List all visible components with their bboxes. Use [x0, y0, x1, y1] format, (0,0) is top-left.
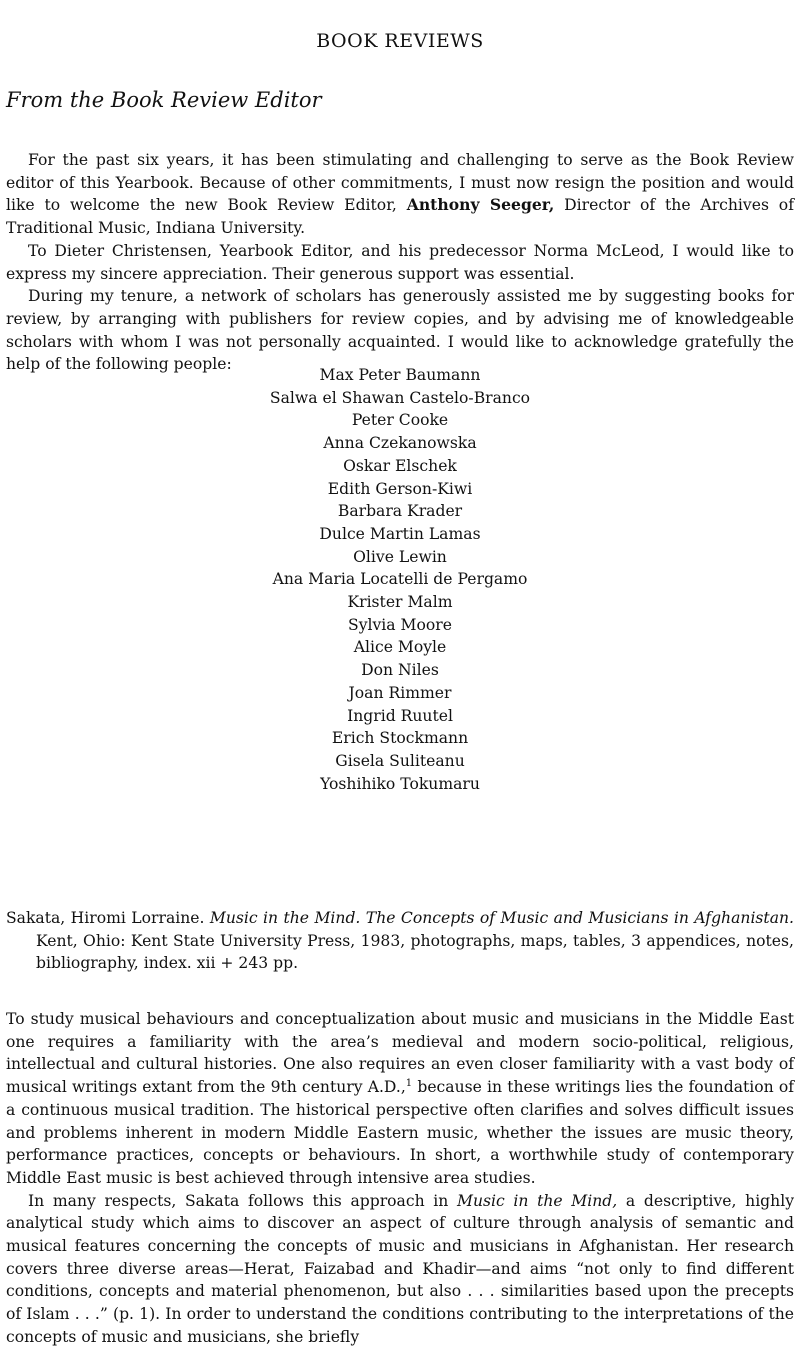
acknowledged-person: Ingrid Ruutel: [347, 706, 453, 725]
editor-note-body: [6, 149, 794, 376]
book-citation: [6, 907, 794, 975]
acknowledged-person: Don Niles: [361, 661, 439, 680]
review-paragraph-2: [6, 1190, 794, 1349]
intro-paragraph-1: [6, 149, 794, 240]
citation-author: Sakata, Hiromi Lorraine.: [6, 909, 205, 927]
acknowledged-person: Gisela Suliteanu: [335, 751, 465, 770]
acknowledged-person: Barbara Krader: [337, 502, 463, 521]
acknowledged-person: Ana Maria Locatelli de Pergamo: [272, 570, 528, 589]
acknowledged-person: Max Peter Baumann: [319, 366, 481, 384]
intro-p1-text-end: Director of the Archives of Traditional Music, Indiana University.: [6, 196, 794, 238]
review-p1-text: To study musical behaviours and conceptualization about music and musicians in the Middle East one requires a familiarity with the area’s medieval and modern socio-political, religious, intellectual and cultural histories. One also requires an even closer familiarity with a vast body of musical writings extant from the 9th century A.D.,: [6, 1010, 794, 1097]
acknowledged-person: Peter Cooke: [351, 411, 449, 430]
acknowledged-person: Alice Moyle: [353, 638, 447, 657]
acknowledged-people-list: [0, 364, 800, 795]
acknowledged-person: Sylvia Moore: [348, 615, 452, 634]
acknowledged-person: Salwa el Shawan Castelo-Branco: [269, 388, 531, 407]
acknowledged-person: Yoshihiko Tokumaru: [320, 774, 480, 793]
citation-title: Music in the Mind. The Concepts of Music and Musicians in Afghanistan.: [209, 909, 794, 927]
citation-publication: Kent, Ohio: Kent State University Press, 1983, photographs, maps, tables, 3 appendices, notes, bibliography, index. xii + 243 pp.: [36, 931, 794, 973]
footnote-marker: 1: [405, 1077, 413, 1089]
book-title-inline: Music in the Mind,: [457, 1191, 618, 1210]
intro-p1-text: For the past six years, it has been stimulating and challenging to serve as the Book Review editor of this Yearbook. Because of other commitments, I must now resign the position and would like to welcome the new Book Review Editor,: [6, 151, 794, 215]
acknowledged-person: Krister Malm: [347, 593, 453, 612]
review-p2-text: In many respects, Sakata follows this approach in: [28, 1191, 457, 1210]
acknowledged-person: Joan Rimmer: [348, 683, 452, 702]
acknowledged-person: Olive Lewin: [353, 547, 447, 566]
review-paragraph-1: [6, 1008, 794, 1190]
acknowledged-person: Edith Gerson-Kiwi: [327, 479, 473, 498]
section-heading: BOOK REVIEWS: [316, 30, 484, 52]
intro-paragraph-3: During my tenure, a network of scholars has generously assisted me by suggesting books for review, by arranging with publishers for review copies, and by advising me of knowledgeable scholars with whom I was not personally acquainted. I would like to acknowledge gratefully the help of the following people:: [6, 287, 794, 374]
review-p2-text-end: a descriptive, highly analytical study which aims to discover an aspect of culture through analysis of semantic and musical features concerning the concepts of music and musicians in Afghanistan. Her research covers three diverse areas—Herat, Faizabad and Khadir—and aims “not only to find different conditions, concepts and material phenomenon, but also . . . similarities based upon the precepts of Islam . . .” (p. 1). In order to understand the conditions contributing to the interpretations of the concepts of music and musicians, she briefly: [6, 1191, 794, 1346]
review-p1-text-end: because in these writings lies the foundation of a continuous musical tradition. The historical perspective often clarifies and solves difficult issues and problems inherent in modern Middle Eastern music, whether the issues are music theory, performance practices, concepts or behaviours. In short, a worthwhile study of contemporary Middle East music is best achieved through intensive area studies.: [6, 1078, 794, 1187]
acknowledged-person: Oskar Elschek: [343, 456, 457, 475]
acknowledged-person: Erich Stockmann: [331, 729, 469, 748]
new-editor-name: Anthony Seeger,: [406, 195, 555, 215]
acknowledged-person: Anna Czekanowska: [323, 434, 477, 453]
editor-note-title: From the Book Review Editor: [6, 88, 322, 112]
review-body: [6, 1008, 794, 1349]
acknowledged-person: Dulce Martin Lamas: [319, 524, 481, 543]
intro-paragraph-2: To Dieter Christensen, Yearbook Editor, and his predecessor Norma McLeod, I would like to express my sincere appreciation. Their generous support was essential.: [6, 241, 794, 283]
